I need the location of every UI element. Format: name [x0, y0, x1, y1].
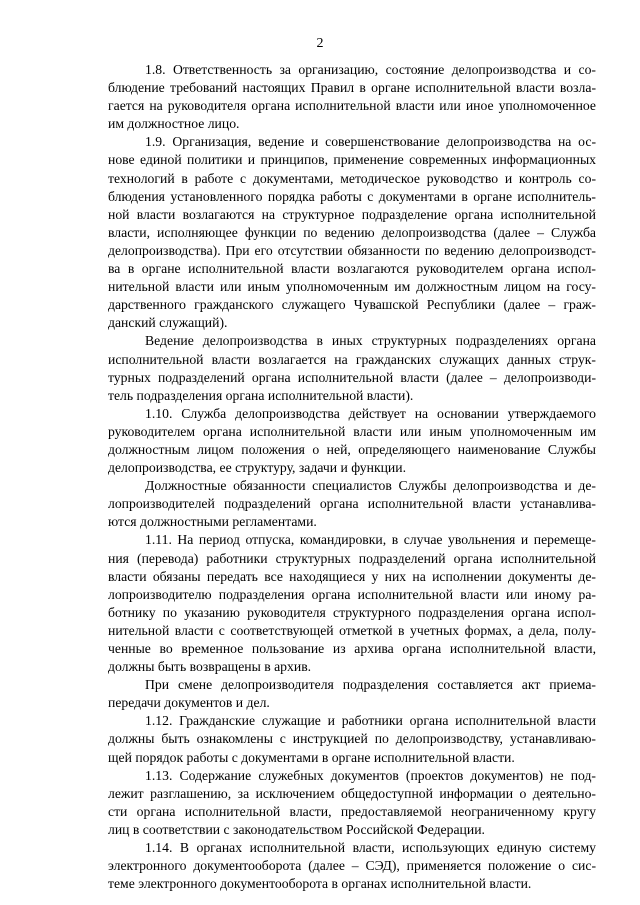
text-line: лиц в соответствии с законодательством Российской Федерации.: [108, 821, 485, 837]
text-line: ва в органе исполнительной власти возлагаются руководителем органа испол-: [108, 261, 596, 277]
text-line: делопроизводства, ее структуру, задачи и функции.: [108, 460, 406, 476]
text-line: Ведение делопроизводства в иных структурных подразделениях органа: [145, 333, 596, 349]
text-line: делопроизводства). При его отсутствии обязанности по ведению делопроизводст-: [108, 242, 596, 258]
text-line: Должностные обязанности специалистов Службы делопроизводства и де-: [145, 478, 596, 494]
text-line: ются должностными регламентами.: [108, 514, 317, 530]
text-line: турных подразделений органа исполнительной власти (далее – делопроизводи-: [108, 369, 596, 385]
text-line: руководителем органа исполнительной власти или иным уполномоченным им: [108, 423, 596, 439]
text-line: нове единой политики и принципов, применение современных информационных: [108, 152, 596, 168]
text-line: данский служащий).: [108, 315, 228, 331]
text-line: лопроизводителю подразделения органа исполнительной власти или иному ра-: [108, 586, 596, 602]
text-line: теме электронного документооборота в органах исполнительной власти.: [108, 876, 532, 892]
text-line: нительной власти с соответствующей отметкой в учетных формах, а дела, полу-: [108, 622, 596, 638]
text-line: должны быть ознакомлены с инструкцией по делопроизводству, устанавливаю-: [108, 731, 596, 747]
text-line: власти, исполняющее функции по ведению делопроизводства (далее – Служба: [108, 224, 596, 240]
text-line: лежит разглашению, за исключением общедоступной информации о деятельно-: [108, 785, 596, 801]
text-line: ченные во временное пользование из архива органа исполнительной власти,: [108, 641, 596, 656]
paragraph: [108, 133, 596, 332]
text-line: 1.13. Содержание служебных документов (проектов документов) не под-: [145, 767, 596, 783]
paragraph: [108, 405, 596, 477]
text-line: щей порядок работы с документами в органе исполнительной власти.: [108, 749, 515, 765]
text-line: 1.8. Ответственность за организацию, состояние делопроизводства и со-: [145, 62, 596, 77]
paragraph: [108, 477, 596, 531]
text-line: дарственного гражданского служащего Чувашской Республики (далее – граж-: [108, 297, 596, 313]
text-line: блюдения установленного порядка работы с документами в органе исполнитель-: [108, 188, 596, 204]
text-line: ботнику по указанию руководителя структурного подразделения органа испол-: [108, 604, 596, 620]
text-line: власти обязаны передать все находящиеся у них на исполнении документы де-: [108, 568, 596, 584]
text-line: гается на руководителя органа исполнительной власти или иное уполномоченное: [108, 98, 596, 114]
text-line: 1.10. Служба делопроизводства действует на основании утверждаемого: [145, 405, 596, 421]
text-line: передачи документов и дел.: [108, 695, 270, 711]
text-line: технологий в работе с документами, методическое руководство и контроль со-: [108, 170, 596, 186]
paragraph: [108, 332, 596, 404]
text-line: ной власти возлагаются на структурное подразделение органа исполнительной: [108, 206, 596, 222]
paragraph: [108, 767, 596, 839]
text-line: блюдение требований настоящих Правил в органе исполнительной власти возла-: [108, 80, 596, 96]
text-line: исполнительной власти возлагается на гражданских служащих данных струк-: [108, 351, 596, 367]
document-body: [108, 61, 596, 893]
text-line: должны быть возвращены в архив.: [108, 659, 312, 675]
text-line: тель подразделения органа исполнительной власти).: [108, 387, 414, 403]
text-line: 1.12. Гражданские служащие и работники органа исполнительной власти: [145, 713, 596, 729]
paragraph: [108, 712, 596, 766]
paragraph: [108, 61, 596, 133]
text-line: 1.11. На период отпуска, командировки, в случае увольнения и перемеще-: [145, 532, 596, 548]
text-line: должностным лицом положения о ней, определяющего наименование Службы: [108, 441, 596, 457]
text-line: 1.9. Организация, ведение и совершенствование делопроизводства на ос-: [145, 134, 596, 150]
text-line: 1.14. В органах исполнительной власти, использующих единую систему: [145, 840, 596, 856]
text-line: При смене делопроизводителя подразделения составляется акт приема-: [145, 677, 596, 693]
text-line: им должностное лицо.: [108, 116, 240, 132]
paragraph: [108, 839, 596, 893]
text-line: электронного документооборота (далее – СЭД), применяется положение о сис-: [108, 858, 596, 874]
page-number: 2: [316, 36, 324, 51]
text-line: ния (перевода) работники структурных подразделений органа исполнительной: [108, 550, 596, 566]
paragraph: [108, 676, 596, 712]
text-line: лопроизводителей подразделений органа исполнительной власти устанавлива-: [108, 496, 596, 512]
paragraph: [108, 531, 596, 676]
text-line: сти органа исполнительной власти, предоставляемой неограниченному кругу: [108, 803, 596, 819]
text-line: нительной власти или иным уполномоченным им должностным лицом на госу-: [108, 279, 596, 295]
